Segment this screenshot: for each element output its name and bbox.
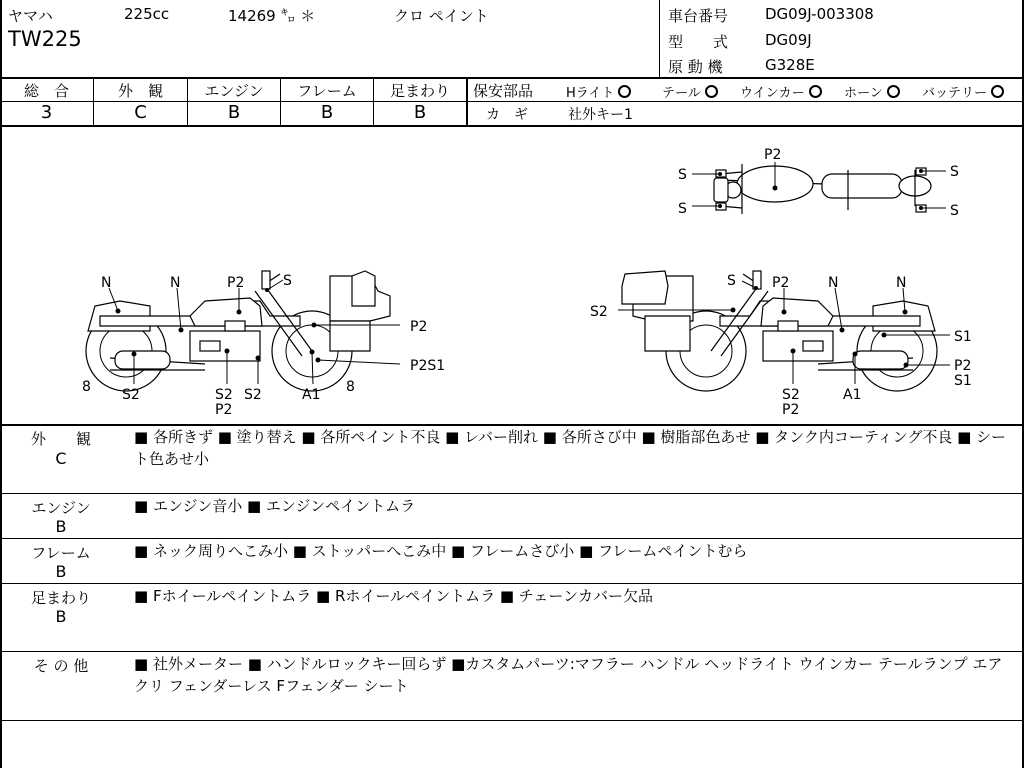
label-right-n: N <box>896 275 907 291</box>
label-left-8: 8 <box>82 379 91 395</box>
label-right-p2: P2 <box>782 402 800 418</box>
frame-no: DG09J-003308 <box>765 5 874 23</box>
section-exterior-label: 外 観 <box>30 430 91 448</box>
label-top-s: S <box>950 203 959 219</box>
ok-circle-icon <box>809 85 822 98</box>
grade-header-frame: フレーム <box>297 82 357 100</box>
section-suspension-text: ■ Fホイールペイントムラ ■ Rホイールペイントムラ ■ チェーンカバー欠品 <box>134 587 654 605</box>
label-right-p2: P2 <box>954 358 972 374</box>
section-other-text: ■ 社外メーター ■ ハンドルロックキー回らず ■カスタムパーツ:マフラー ハンドル ヘッドライト ウインカー テールランプ エアクリ フェンダーレス Fフェンダー シート <box>134 655 1003 695</box>
safety-battery <box>922 82 1004 101</box>
label-right-n: N <box>828 275 839 291</box>
section-engine-text: ■ エンジン音小 ■ エンジンペイントムラ <box>134 497 416 515</box>
section-frame-text: ■ ネック周りへこみ小 ■ ストッパーへこみ中 ■ フレームさび小 ■ フレームペイントむら <box>134 542 748 560</box>
bike-top-view <box>692 162 946 214</box>
label-left-s: S <box>283 273 292 289</box>
label-right-s2: S2 <box>782 387 800 403</box>
safety-headlight-label: Hライト <box>566 86 615 101</box>
grade-exterior: C <box>134 102 147 123</box>
color: クロ ペイント <box>394 7 489 25</box>
header-divider <box>659 0 660 78</box>
safety-mid-line <box>466 101 1024 102</box>
label-right-s1: S1 <box>954 373 972 389</box>
label-top-s: S <box>678 167 687 183</box>
label-left-s2: S2 <box>215 387 233 403</box>
engine-label: 原 動 機 <box>668 58 723 76</box>
maker: ヤマハ <box>8 7 53 25</box>
section-other-label: そ の 他 <box>33 657 89 675</box>
label-left-p2: P2 <box>215 402 233 418</box>
ok-circle-icon <box>991 85 1004 98</box>
grade-divider <box>466 78 468 126</box>
section-divider <box>0 538 1024 539</box>
section-exterior-grade: C <box>55 449 67 468</box>
type-label: 型 式 <box>668 33 729 51</box>
label-left-p2: P2 <box>410 319 428 335</box>
safety-winker-label: ウインカー <box>740 86 805 101</box>
ok-circle-icon <box>887 85 900 98</box>
label-right-a1: A1 <box>843 387 862 403</box>
frame-no-label: 車台番号 <box>668 7 729 25</box>
label-left-s2: S2 <box>244 387 262 403</box>
engine-value: G328E <box>765 56 815 74</box>
engine-cc: 225cc <box>124 5 170 23</box>
section-frame-grade: B <box>55 562 67 581</box>
section-suspension-grade: B <box>55 607 67 626</box>
safety-winker <box>740 82 822 101</box>
label-right-s2: S2 <box>590 304 608 320</box>
label-left-a1: A1 <box>302 387 321 403</box>
section-divider <box>0 583 1024 584</box>
model-name: TW225 <box>8 27 82 51</box>
label-left-n: N <box>170 275 181 291</box>
safety-tail-label: テール <box>662 86 701 101</box>
motorcycle-diagram <box>0 126 1024 424</box>
key-value: 社外キー1 <box>568 107 633 123</box>
label-left-n: N <box>101 275 112 291</box>
label-left-8: 8 <box>346 379 355 395</box>
grade-engine: B <box>227 102 241 123</box>
label-right-p2: P2 <box>772 275 790 291</box>
label-left-p2: P2 <box>227 275 245 291</box>
label-top-s: S <box>678 201 687 217</box>
safety-battery-label: バッテリー <box>922 86 988 101</box>
label-top-p2: P2 <box>764 147 782 163</box>
left-border <box>0 0 2 768</box>
safety-headlight <box>566 82 631 101</box>
grade-suspension: B <box>413 102 427 123</box>
section-divider <box>0 493 1024 494</box>
grade-header-engine: エンジン <box>204 82 264 100</box>
safety-horn-label: ホーン <box>844 86 883 101</box>
label-right-s: S <box>727 273 736 289</box>
label-top-s: S <box>950 164 959 180</box>
grade-frame: B <box>320 102 334 123</box>
safety-tail <box>662 82 718 101</box>
section-frame-label: フレーム <box>31 544 91 562</box>
grade-total: 3 <box>40 102 53 123</box>
section-suspension-label: 足まわり <box>30 589 91 607</box>
safety-label: 保安部品 <box>473 82 534 100</box>
section-exterior-text: ■ 各所きず ■ 塗り替え ■ 各所ペイント不良 ■ レバー削れ ■ 各所さび中 ■ 樹脂部色あせ ■ タンク内コーティング不良 ■ シート色あせ小 <box>134 428 1007 468</box>
mileage: 14269 ㌔ ＊ <box>228 7 316 25</box>
section-divider <box>0 651 1024 652</box>
grade-header-total: 総 合 <box>23 82 69 100</box>
grade-header-exterior: 外 観 <box>117 82 163 100</box>
grade-top-line <box>0 77 1024 79</box>
key-label: カ ギ <box>486 107 528 123</box>
label-left-p2s1: P2S1 <box>410 358 446 374</box>
type-value: DG09J <box>765 31 812 49</box>
ok-circle-icon <box>705 85 718 98</box>
label-left-s2: S2 <box>122 387 140 403</box>
label-right-s1: S1 <box>954 329 972 345</box>
ok-circle-icon <box>618 85 631 98</box>
safety-horn <box>844 82 900 101</box>
section-engine-label: エンジン <box>31 499 91 517</box>
grade-header-suspension: 足まわり <box>389 82 450 100</box>
section-divider <box>0 720 1024 721</box>
section-engine-grade: B <box>55 517 67 536</box>
